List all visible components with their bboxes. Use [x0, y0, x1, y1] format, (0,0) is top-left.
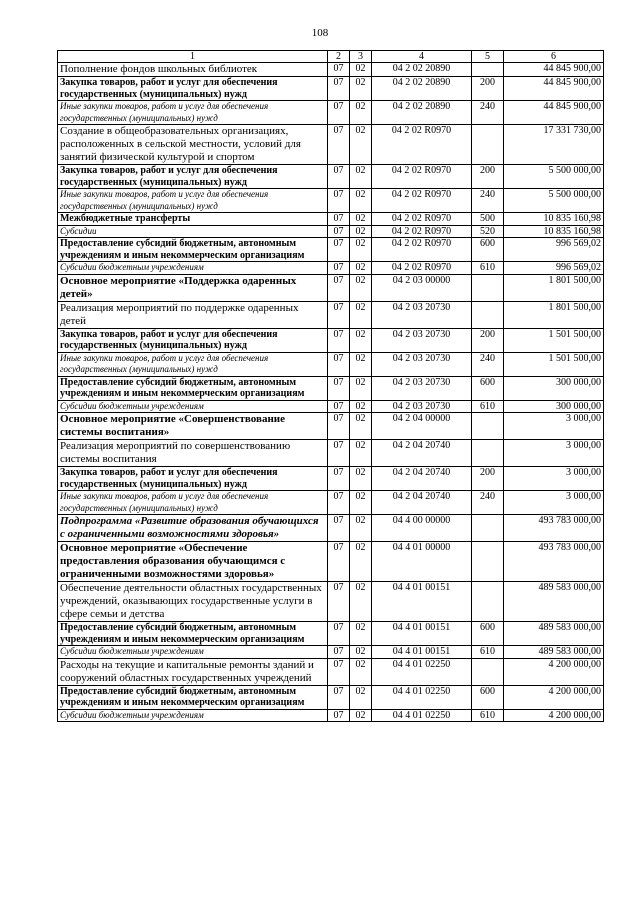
target-article-cell: 04 2 03 20730: [372, 400, 472, 413]
subsection-code-cell: 02: [350, 582, 372, 622]
target-article-cell: 04 2 03 20730: [372, 328, 472, 352]
expense-type-cell: [472, 125, 504, 165]
table-row: [58, 63, 604, 77]
section-code-cell: 07: [328, 515, 350, 542]
subsection-code-cell: 02: [350, 301, 372, 328]
table-row: [58, 376, 604, 400]
table-row: [58, 262, 604, 275]
row-name-cell: Предоставление субсидий бюджетным, автономным учреждениям и иным некоммерческим организациям: [58, 376, 328, 400]
amount-cell: 4 200 000,00: [504, 685, 604, 709]
target-article-cell: 04 2 04 00000: [372, 413, 472, 440]
amount-cell: 44 845 900,00: [504, 63, 604, 77]
table-row: [58, 125, 604, 165]
amount-cell: 17 331 730,00: [504, 125, 604, 165]
target-article-cell: 04 2 02 R0970: [372, 189, 472, 213]
expense-type-cell: 610: [472, 400, 504, 413]
section-code-cell: 07: [328, 125, 350, 165]
target-article-cell: 04 4 01 02250: [372, 658, 472, 685]
target-article-cell: 04 4 01 00000: [372, 542, 472, 582]
expense-type-cell: 240: [472, 352, 504, 376]
amount-cell: 493 783 000,00: [504, 515, 604, 542]
section-code-cell: 07: [328, 440, 350, 467]
section-code-cell: 07: [328, 622, 350, 646]
subsection-code-cell: 02: [350, 225, 372, 238]
subsection-code-cell: 02: [350, 622, 372, 646]
subsection-code-cell: 02: [350, 376, 372, 400]
target-article-cell: 04 2 02 R0970: [372, 262, 472, 275]
header-cell: 2: [328, 51, 350, 63]
row-name-cell: Реализация мероприятий по совершенствованию системы воспитания: [58, 440, 328, 467]
target-article-cell: 04 2 04 20740: [372, 440, 472, 467]
subsection-code-cell: 02: [350, 328, 372, 352]
target-article-cell: 04 2 02 R0970: [372, 225, 472, 238]
subsection-code-cell: 02: [350, 709, 372, 722]
subsection-code-cell: 02: [350, 440, 372, 467]
target-article-cell: 04 4 01 00151: [372, 646, 472, 659]
amount-cell: 3 000,00: [504, 491, 604, 515]
subsection-code-cell: 02: [350, 413, 372, 440]
expense-type-cell: 600: [472, 685, 504, 709]
row-name-cell: Создание в общеобразовательных организациях, расположенных в сельской местности, условий для занятий физической культурой и спортом: [58, 125, 328, 165]
amount-cell: 489 583 000,00: [504, 622, 604, 646]
subsection-code-cell: 02: [350, 352, 372, 376]
amount-cell: 1 801 500,00: [504, 301, 604, 328]
amount-cell: 4 200 000,00: [504, 709, 604, 722]
expense-type-cell: 610: [472, 262, 504, 275]
table-body: [58, 63, 604, 722]
subsection-code-cell: 02: [350, 189, 372, 213]
table-row: [58, 709, 604, 722]
row-name-cell: Субсидии бюджетным учреждениям: [58, 709, 328, 722]
subsection-code-cell: 02: [350, 658, 372, 685]
amount-cell: 300 000,00: [504, 376, 604, 400]
target-article-cell: 04 2 03 00000: [372, 274, 472, 301]
page-number: 108: [311, 27, 329, 39]
subsection-code-cell: 02: [350, 213, 372, 226]
row-name-cell: Закупка товаров, работ и услуг для обеспечения государственных (муниципальных) нужд: [58, 165, 328, 189]
section-code-cell: 07: [328, 413, 350, 440]
amount-cell: 5 500 000,00: [504, 165, 604, 189]
amount-cell: 3 000,00: [504, 413, 604, 440]
table-row: [58, 77, 604, 101]
expense-type-cell: 600: [472, 376, 504, 400]
section-code-cell: 07: [328, 63, 350, 77]
row-name-cell: Обеспечение деятельности областных государственных учреждений, оказывающих государственные услуги в сфере семьи и детства: [58, 582, 328, 622]
amount-cell: 1 501 500,00: [504, 352, 604, 376]
subsection-code-cell: 02: [350, 515, 372, 542]
row-name-cell: Закупка товаров, работ и услуг для обеспечения государственных (муниципальных) нужд: [58, 328, 328, 352]
amount-cell: 493 783 000,00: [504, 542, 604, 582]
expense-type-cell: [472, 542, 504, 582]
amount-cell: 489 583 000,00: [504, 582, 604, 622]
row-name-cell: Расходы на текущие и капитальные ремонты зданий и сооружений областных государственных учреждений: [58, 658, 328, 685]
section-code-cell: 07: [328, 238, 350, 262]
section-code-cell: 07: [328, 225, 350, 238]
header-row: [58, 51, 604, 63]
subsection-code-cell: 02: [350, 165, 372, 189]
expense-type-cell: [472, 63, 504, 77]
table-row: [58, 301, 604, 328]
section-code-cell: 07: [328, 646, 350, 659]
expense-type-cell: 200: [472, 467, 504, 491]
section-code-cell: 07: [328, 685, 350, 709]
budget-table: [57, 50, 604, 722]
target-article-cell: 04 2 02 20890: [372, 77, 472, 101]
amount-cell: 10 835 160,98: [504, 213, 604, 226]
expense-type-cell: 520: [472, 225, 504, 238]
amount-cell: 996 569,02: [504, 238, 604, 262]
amount-cell: 1 501 500,00: [504, 328, 604, 352]
target-article-cell: 04 2 02 20890: [372, 101, 472, 125]
table-row: [58, 165, 604, 189]
row-name-cell: Реализация мероприятий по поддержке одаренных детей: [58, 301, 328, 328]
expense-type-cell: 500: [472, 213, 504, 226]
expense-type-cell: 610: [472, 709, 504, 722]
expense-type-cell: [472, 274, 504, 301]
table-row: [58, 400, 604, 413]
table-row: [58, 467, 604, 491]
section-code-cell: 07: [328, 213, 350, 226]
table-row: [58, 352, 604, 376]
row-name-cell: Субсидии: [58, 225, 328, 238]
row-name-cell: Межбюджетные трансферты: [58, 213, 328, 226]
amount-cell: 3 000,00: [504, 440, 604, 467]
expense-type-cell: [472, 515, 504, 542]
row-name-cell: Иные закупки товаров, работ и услуг для обеспечения государственных (муниципальных) нужд: [58, 491, 328, 515]
amount-cell: 300 000,00: [504, 400, 604, 413]
table-row: [58, 658, 604, 685]
section-code-cell: 07: [328, 709, 350, 722]
subsection-code-cell: 02: [350, 238, 372, 262]
row-name-cell: Субсидии бюджетным учреждениям: [58, 262, 328, 275]
section-code-cell: 07: [328, 582, 350, 622]
expense-type-cell: 600: [472, 622, 504, 646]
row-name-cell: Основное мероприятие «Обеспечение предоставления образования обучающимся с ограниченными возможностями здоровья»: [58, 542, 328, 582]
expense-type-cell: 240: [472, 189, 504, 213]
section-code-cell: 07: [328, 467, 350, 491]
amount-cell: 996 569,02: [504, 262, 604, 275]
subsection-code-cell: 02: [350, 542, 372, 582]
table-row: [58, 491, 604, 515]
expense-type-cell: 240: [472, 101, 504, 125]
header-cell: 3: [350, 51, 372, 63]
subsection-code-cell: 02: [350, 400, 372, 413]
target-article-cell: 04 2 03 20730: [372, 352, 472, 376]
subsection-code-cell: 02: [350, 125, 372, 165]
expense-type-cell: 240: [472, 491, 504, 515]
row-name-cell: Предоставление субсидий бюджетным, автономным учреждениям и иным некоммерческим организациям: [58, 238, 328, 262]
amount-cell: 5 500 000,00: [504, 189, 604, 213]
amount-cell: 10 835 160,98: [504, 225, 604, 238]
target-article-cell: 04 2 03 20730: [372, 301, 472, 328]
header-cell: 1: [58, 51, 328, 63]
expense-type-cell: 600: [472, 238, 504, 262]
header-cell: 4: [372, 51, 472, 63]
target-article-cell: 04 4 01 00151: [372, 582, 472, 622]
section-code-cell: 07: [328, 165, 350, 189]
subsection-code-cell: 02: [350, 274, 372, 301]
table-row: [58, 189, 604, 213]
table-row: [58, 213, 604, 226]
section-code-cell: 07: [328, 658, 350, 685]
table-row: [58, 440, 604, 467]
subsection-code-cell: 02: [350, 262, 372, 275]
table-row: [58, 622, 604, 646]
table-row: [58, 328, 604, 352]
section-code-cell: 07: [328, 77, 350, 101]
section-code-cell: 07: [328, 376, 350, 400]
amount-cell: 4 200 000,00: [504, 658, 604, 685]
section-code-cell: 07: [328, 189, 350, 213]
subsection-code-cell: 02: [350, 63, 372, 77]
table-row: [58, 238, 604, 262]
row-name-cell: Иные закупки товаров, работ и услуг для обеспечения государственных (муниципальных) нужд: [58, 352, 328, 376]
row-name-cell: Иные закупки товаров, работ и услуг для обеспечения государственных (муниципальных) нужд: [58, 101, 328, 125]
table-row: [58, 515, 604, 542]
section-code-cell: 07: [328, 101, 350, 125]
target-article-cell: 04 2 02 20890: [372, 63, 472, 77]
section-code-cell: 07: [328, 262, 350, 275]
target-article-cell: 04 2 02 R0970: [372, 238, 472, 262]
section-code-cell: 07: [328, 352, 350, 376]
amount-cell: 44 845 900,00: [504, 77, 604, 101]
row-name-cell: Предоставление субсидий бюджетным, автономным учреждениям и иным некоммерческим организациям: [58, 685, 328, 709]
subsection-code-cell: 02: [350, 491, 372, 515]
expense-type-cell: [472, 582, 504, 622]
row-name-cell: Пополнение фондов школьных библиотек: [58, 63, 328, 77]
target-article-cell: 04 4 00 00000: [372, 515, 472, 542]
section-code-cell: 07: [328, 400, 350, 413]
target-article-cell: 04 2 02 R0970: [372, 165, 472, 189]
target-article-cell: 04 4 01 02250: [372, 685, 472, 709]
section-code-cell: 07: [328, 542, 350, 582]
subsection-code-cell: 02: [350, 101, 372, 125]
expense-type-cell: 200: [472, 165, 504, 189]
row-name-cell: Закупка товаров, работ и услуг для обеспечения государственных (муниципальных) нужд: [58, 77, 328, 101]
expense-type-cell: 200: [472, 328, 504, 352]
header-cell: 5: [472, 51, 504, 63]
amount-cell: 44 845 900,00: [504, 101, 604, 125]
amount-cell: 3 000,00: [504, 467, 604, 491]
target-article-cell: 04 4 01 00151: [372, 622, 472, 646]
table-row: [58, 542, 604, 582]
table-row: [58, 274, 604, 301]
table-row: [58, 225, 604, 238]
row-name-cell: Подпрограмма «Развитие образования обучающихся с ограниченными возможностями здоровья»: [58, 515, 328, 542]
header-cell: 6: [504, 51, 604, 63]
table-row: [58, 413, 604, 440]
row-name-cell: Основное мероприятие «Поддержка одаренных детей»: [58, 274, 328, 301]
section-code-cell: 07: [328, 328, 350, 352]
row-name-cell: Предоставление субсидий бюджетным, автономным учреждениям и иным некоммерческим организациям: [58, 622, 328, 646]
table-row: [58, 582, 604, 622]
row-name-cell: Основное мероприятие «Совершенствование системы воспитания»: [58, 413, 328, 440]
subsection-code-cell: 02: [350, 646, 372, 659]
target-article-cell: 04 2 04 20740: [372, 491, 472, 515]
row-name-cell: Субсидии бюджетным учреждениям: [58, 400, 328, 413]
target-article-cell: 04 2 02 R0970: [372, 125, 472, 165]
target-article-cell: 04 2 04 20740: [372, 467, 472, 491]
row-name-cell: Закупка товаров, работ и услуг для обеспечения государственных (муниципальных) нужд: [58, 467, 328, 491]
section-code-cell: 07: [328, 301, 350, 328]
expense-type-cell: 610: [472, 646, 504, 659]
expense-type-cell: [472, 440, 504, 467]
section-code-cell: 07: [328, 491, 350, 515]
amount-cell: 489 583 000,00: [504, 646, 604, 659]
target-article-cell: 04 4 01 02250: [372, 709, 472, 722]
expense-type-cell: [472, 301, 504, 328]
row-name-cell: Субсидии бюджетным учреждениям: [58, 646, 328, 659]
amount-cell: 1 801 500,00: [504, 274, 604, 301]
expense-type-cell: 200: [472, 77, 504, 101]
expense-type-cell: [472, 413, 504, 440]
subsection-code-cell: 02: [350, 467, 372, 491]
table-row: [58, 101, 604, 125]
table-row: [58, 685, 604, 709]
table-row: [58, 646, 604, 659]
target-article-cell: 04 2 03 20730: [372, 376, 472, 400]
section-code-cell: 07: [328, 274, 350, 301]
target-article-cell: 04 2 02 R0970: [372, 213, 472, 226]
row-name-cell: Иные закупки товаров, работ и услуг для обеспечения государственных (муниципальных) нужд: [58, 189, 328, 213]
subsection-code-cell: 02: [350, 685, 372, 709]
expense-type-cell: [472, 658, 504, 685]
subsection-code-cell: 02: [350, 77, 372, 101]
